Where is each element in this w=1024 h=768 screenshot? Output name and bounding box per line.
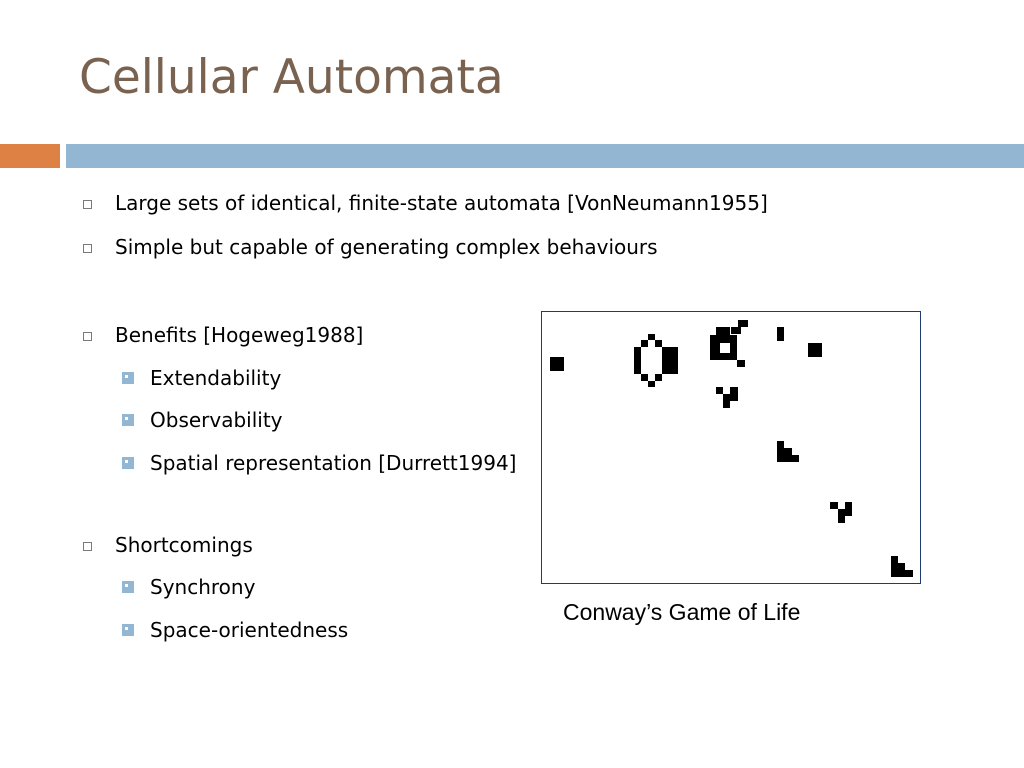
filled-square-bullet-icon <box>122 414 134 426</box>
bullet-text: Benefits [Hogeweg1988] <box>115 323 364 347</box>
bullet-text: Spatial representation [Durrett1994] <box>150 451 517 475</box>
bullet-text: Shortcomings <box>115 533 253 557</box>
figure-caption: Conway’s Game of Life <box>563 599 801 625</box>
bullet-text: Large sets of identical, finite-state automata [VonNeumann1955] <box>115 191 768 215</box>
cell-pattern <box>634 334 678 387</box>
cell-pattern <box>808 343 822 357</box>
cell-pattern <box>550 357 564 371</box>
square-bullet-icon <box>83 244 92 253</box>
bullet-text: Extendability <box>150 366 282 390</box>
glider-pattern <box>830 502 852 523</box>
cell-pattern <box>710 320 748 367</box>
glider-pattern <box>777 441 799 462</box>
filled-square-bullet-icon <box>122 581 134 593</box>
glider-pattern <box>716 387 738 408</box>
game-of-life-grid <box>542 312 920 583</box>
filled-square-bullet-icon <box>122 624 134 636</box>
bullet-text: Synchrony <box>150 575 256 599</box>
cell-pattern <box>777 327 784 341</box>
slide-title: Cellular Automata <box>79 50 504 105</box>
bullet-text: Observability <box>150 408 283 432</box>
square-bullet-icon <box>83 200 92 209</box>
game-of-life-figure <box>541 311 921 584</box>
square-bullet-icon <box>83 542 92 551</box>
filled-square-bullet-icon <box>122 372 134 384</box>
glider-pattern <box>891 556 913 577</box>
square-bullet-icon <box>83 332 92 341</box>
bullet-text: Space-orientedness <box>150 618 349 642</box>
bullet-text: Simple but capable of generating complex behaviours <box>115 235 658 259</box>
filled-square-bullet-icon <box>122 457 134 469</box>
